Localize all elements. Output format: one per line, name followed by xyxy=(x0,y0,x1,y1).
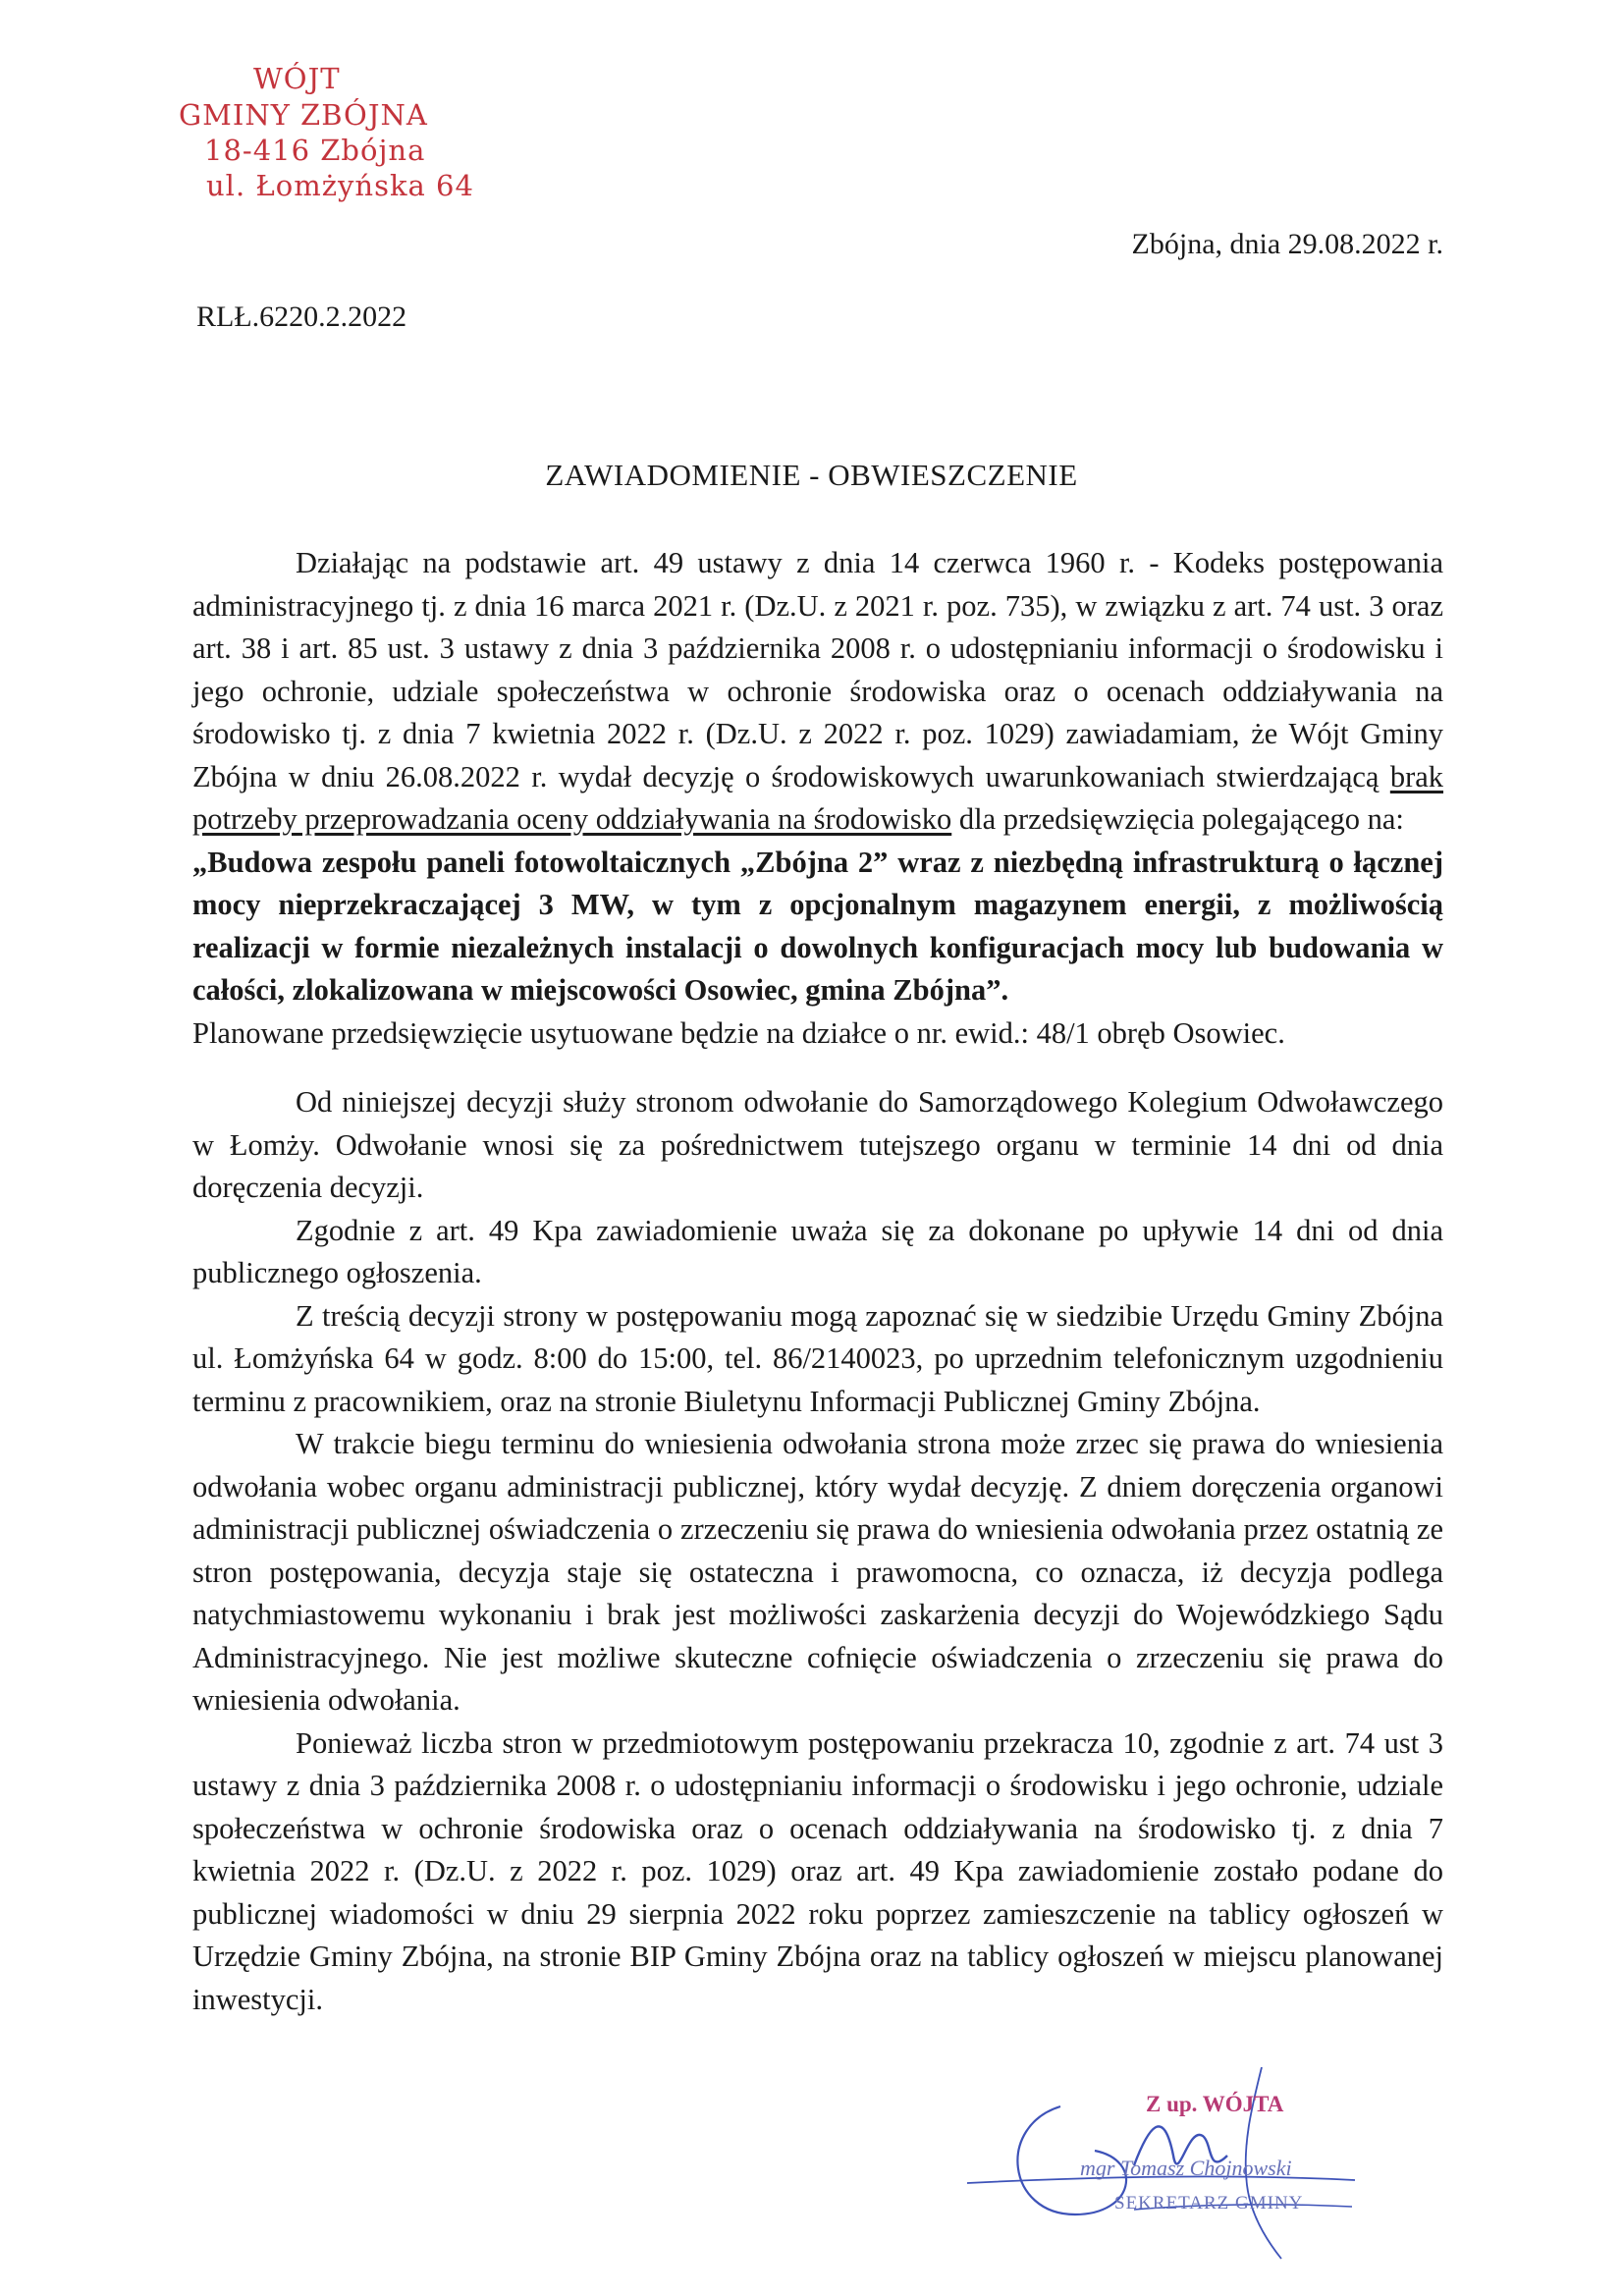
paragraph-publication: Ponieważ liczba stron w przedmiotowym postępowaniu przekracza 10, zgodnie z art. 74 ust 3 ustawy z dnia 3 października 2008 r. o udostępnianiu informacji o środowisku i jego ochronie, udziale społeczeństwa w ochronie środowiska oraz o ocenach oddziaływania na środowisko tj. z dnia 7 kwietnia 2022 r. (Dz.U. z 2022 r. poz. 1029) oraz art. 49 Kpa zawiadomienie zostało podane do publicznej wiadomości w dniu 29 sierpnia 2022 roku poprzez zamieszczenie na tablicy ogłoszeń w Urzędzie Gminy Zbójna, na stronie BIP Gminy Zbójna oraz na tablicy ogłoszeń w miejscu planowanej inwestycji. xyxy=(192,1725,1443,2016)
document-body xyxy=(192,542,1443,2021)
document-date: Zbójna, dnia 29.08.2022 r. xyxy=(1131,228,1443,260)
signature-name: mgr Tomasz Chojnowski xyxy=(1080,2156,1292,2180)
stamp-line-street: ul. Łomżyńska 64 xyxy=(206,169,474,202)
paragraph-legal-basis-after: dla przedsięwzięcia polegającego na: xyxy=(958,802,1404,836)
paragraph-legal-basis xyxy=(192,542,1443,842)
stamp-line-postal: 18-416 Zbójna xyxy=(204,134,426,167)
paragraph-gap xyxy=(192,1055,1443,1081)
reference-number: RLŁ.6220.2.2022 xyxy=(196,301,407,333)
project-description: „Budowa zespołu paneli fotowoltaicznych „Zbójna 2” wraz z niezbędną infrastrukturą o łącznej mocy nieprzekraczającej 3 MW, w tym z opcjonalnym magazynem energii, z możliwością realizacji w formie niezależnych instalacji o dowolnych konfiguracjach mocy lub budowania w całości, zlokalizowana w miejscowości Osowiec, gmina Zbójna”. xyxy=(192,845,1443,1007)
paragraph-waiver: W trakcie biegu terminu do wniesienia odwołania strona może zrzec się prawa do wniesienia odwołania wobec organu administracji publicznej, który wydał decyzję. Z dniem doręczenia organowi administracji publicznej oświadczenia o zrzeczeniu się prawa do wniesienia odwołania przez ostatnią ze stron postępowania, decyzja staje się ostateczna i prawomocna, co oznacza, iż decyzja podlega natychmiastowemu wykonaniu i brak jest możliwości zaskarżenia decyzji do Wojewódzkiego Sądu Administracyjnego. Nie jest możliwe skuteczne cofnięcie oświadczenia o zrzeczeniu się prawa do wniesienia odwołania. xyxy=(192,1427,1443,1717)
paragraph-appeal: Od niniejszej decyzji służy stronom odwołanie do Samorządowego Kolegium Odwoławczego w Łomży. Odwołanie wnosi się za pośrednictwem tutejszego organu w terminie 14 dni od dnia doręczenia decyzji. xyxy=(192,1085,1443,1204)
stamp-line-municipality: GMINY ZBÓJNA xyxy=(179,98,428,132)
paragraph-access: Z treścią decyzji strony w postępowaniu mogą zapoznać się w siedzibie Urzędu Gminy Zbójna ul. Łomżyńska 64 w godz. 8:00 do 15:00, tel. 86/2140023, po uprzednim telefonicznym uzgodnieniu terminu z pracownikiem, oraz na stronie Biuletynu Informacji Publicznej Gminy Zbójna. xyxy=(192,1298,1443,1418)
stamp-line-office: WÓJT xyxy=(253,62,341,95)
paragraph-notice-effective: Zgodnie z art. 49 Kpa zawiadomienie uważa się za dokonane po upływie 14 dni od dnia publicznego ogłoszenia. xyxy=(192,1213,1443,1289)
project-location: Planowane przedsięwzięcie usytuowane będzie na działce o nr. ewid.: 48/1 obręb Osowiec. xyxy=(192,1015,1285,1050)
signature-position: SEKRETARZ GMINY xyxy=(1114,2193,1304,2214)
paragraph-legal-basis-intro: Działając na podstawie art. 49 ustawy z dnia 14 czerwca 1960 r. - Kodeks postępowania administracyjnego tj. z dnia 16 marca 2021 r. (Dz.U. z 2021 r. poz. 735), w związku z art. 74 ust. 3 oraz art. 38 i art. 85 ust. 3 ustawy z dnia 3 października 2008 r. o udostępnianiu informacji o środowisku i jego ochronie, udziale społeczeństwa w ochronie środowiska oraz o ocenach oddziaływania na środowisko tj. z dnia 7 kwietnia 2022 r. (Dz.U. z 2022 r. poz. 1029) zawiadamiam, że Wójt Gminy Zbójna w dniu 26.08.2022 r. wydał decyzję o środowiskowych uwarunkowaniach stwierdzającą xyxy=(192,546,1443,793)
decision-underlined-text: brak potrzeby przeprowadzania oceny oddziaływania na środowisko xyxy=(192,759,1444,836)
signature-block xyxy=(967,2067,1380,2264)
signature-authorization: Z up. WÓJTA xyxy=(1146,2092,1284,2116)
document-title: ZAWIADOMIENIE - OBWIESZCZENIE xyxy=(545,458,1078,492)
